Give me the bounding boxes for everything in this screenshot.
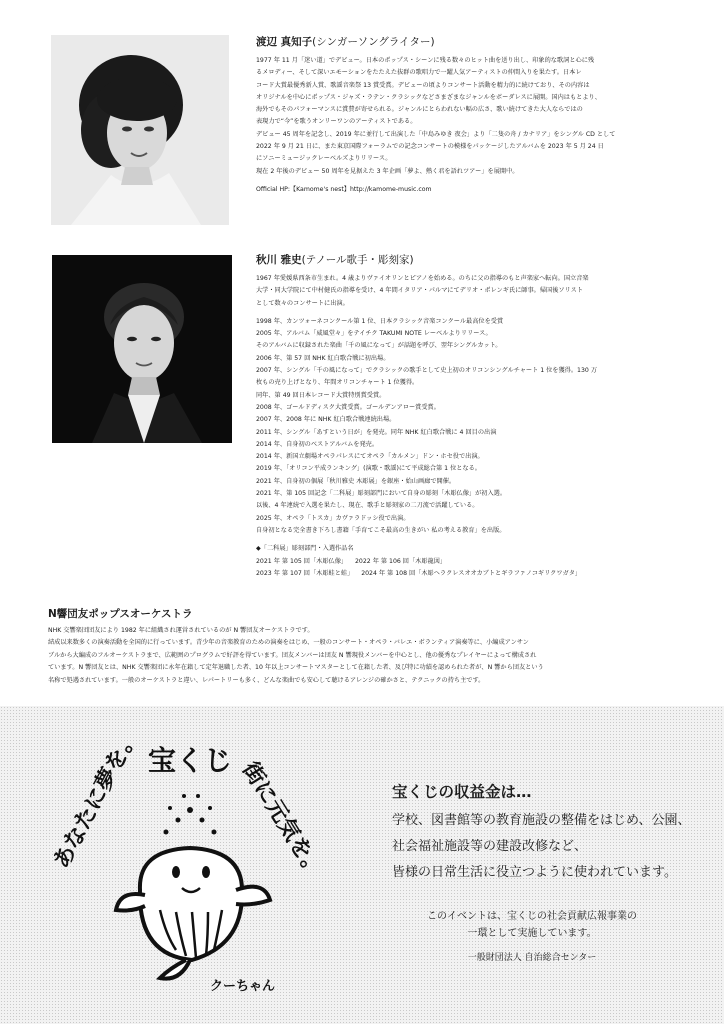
artist2-intro-line: 1967 年愛媛県西条市生まれ。4 歳よりヴァイオリンとピアノを始める。のちに父の指導のもと声楽家へ転向。国立音楽 <box>256 275 589 282</box>
award-entry: 2022 年 第 106 回「木彫龍図」 <box>355 557 447 565</box>
artist2-career-line: 2007 年、シングル「千の風になって」でクラシックの歌手として史上初のオリコンシングルチャート 1 位を獲得。130 万 <box>256 367 598 375</box>
artist2-career-line: 2011 年、シングル「あすという日が」を発売。同年 NHK 紅白歌合戦に 4 回目の出演 <box>256 428 497 436</box>
artist2-awards-heading: ◆「二科展」彫刻部門・入選作品名 <box>256 545 354 553</box>
slogan-left: あなたに夢を。 <box>49 725 144 873</box>
artist2-career-line: 2014 年、自身初のベストアルバムを発売。 <box>256 440 379 448</box>
spout-dots <box>164 794 217 835</box>
slogan-middle: 宝くじ <box>148 744 233 777</box>
artist1-paragraph: デビュー 45 周年を記念し、2019 年に並行して出演した「中島みゆき 夜会」より「二隻の舟 / カナリア」をシングル CD として <box>256 130 616 138</box>
artist1-paragraph: 1977 年 11 月「迷い道」でデビュー。日本のポップス・シーンに残る数々のヒット曲を送り出し、印象的な歌詞と心に残 <box>256 57 595 64</box>
slogan-right: 街に元気を。 <box>236 757 329 884</box>
orchestra-section <box>48 606 708 687</box>
orchestra-paragraph: 結成以来数多くの演奏活動を全国的に行っています。青少年の音楽教育のための演奏をはじめ、一般のコンサート・オペラ・バレエ・ボランティア演奏等に、小編成アンサン <box>48 639 529 647</box>
artist1-paragraph: コード大賞最優秀新人賞、歌謡音楽祭 13 賞受賞。デビューの頃よりコンサート活動を精力的に続けており、その内容は <box>256 81 590 89</box>
orchestra-title: N響団友ポップスオーケストラ <box>48 608 193 620</box>
lottery-note-line: このイベントは、宝くじの社会貢献広報事業の <box>427 911 637 922</box>
lottery-body-line: 皆様の日常生活に役立つように使われています。 <box>392 865 677 880</box>
artist2-role: (テノール歌手・彫刻家) <box>301 254 414 266</box>
artist2-career-line: 1998 年、カンツォーネコンクール第 1 位、日本クラシック音楽コンクール最高位を受賞 <box>256 317 504 325</box>
artist2-award-row <box>256 568 676 580</box>
artist1-heading <box>256 34 676 49</box>
artist1-role: (シンガーソングライター) <box>312 36 435 48</box>
artist2-career-line: 以後、4 年連続で入選を果たし、現在、歌手と彫刻家の二刀流で活躍している。 <box>256 502 479 510</box>
artist2-career-line: 2008 年、ゴールドディスク大賞受賞。ゴールデンアロー賞受賞。 <box>256 403 440 411</box>
artist1-homepage-link[interactable]: Official HP:【Kamome's nest】http://kamome-music.com <box>256 185 432 193</box>
artist2-bio <box>256 252 676 580</box>
artist2-career-line: 2006 年、第 57 回 NHK 紅白歌合戦に初出場。 <box>256 354 390 362</box>
lottery-note <box>402 908 662 942</box>
artist1-photo <box>51 35 229 225</box>
award-entry: 2023 年 第 107 回「木彫蛙と蛙」 <box>256 569 354 577</box>
artist2-career-line: 2021 年、第 105 回記念「二科展」彫刻部門において自身の彫刻「木彫仏像」が初入選。 <box>256 490 507 498</box>
lottery-body <box>392 808 690 886</box>
artist2-career-line: 2005 年、アルバム「威風堂々」をテイチク TAKUMI NOTE レーベルよりリリース。 <box>256 330 492 338</box>
artist1-paragraph: 海外でもそのパフォーマンスに賞賛が寄せられる。ジャンルにとらわれない幅の広さ、歌い続けてきた大人ならではの <box>256 106 583 114</box>
orchestra-paragraph: NHK 交響楽団団友により 1982 年に組織され運営されているのが N 響団友オーケストラです。 <box>48 627 314 634</box>
artist2-intro-line: 大学・同大学院にて中村健氏の指導を受け、4 年間イタリア・パルマにてデリオ・ポレンギ氏に師事。帰国後ソリスト <box>256 287 584 295</box>
artist2-career-line: 2014 年、新国立劇場オペラパレスにてオペラ「カルメン」ドン・ホセ役で出演。 <box>256 453 484 461</box>
artist1-paragraph: 2022 年 9 月 21 日に、また東京国際フォーラムでの記念コンサートの模様をパッケージしたアルバムを 2023 年 5 月 24 日 <box>256 143 604 151</box>
artist2-portrait-illustration <box>52 255 232 443</box>
artist2-career-line: 2007 年、2008 年に NHK 紅白歌合戦連続出場。 <box>256 416 396 424</box>
lottery-organization: 一般財団法人 自治総合センター <box>467 953 597 963</box>
artist2-career-line: 自身初となる完全書き下ろし書籍「手育てこそ最高の生きがい 私の考える教育」を出版。 <box>256 526 506 534</box>
artist2-career-line: 2025 年、オペラ「トスカ」カヴァラドッシ役で出演。 <box>256 514 410 522</box>
artist2-award-row <box>256 556 676 568</box>
orchestra-paragraph: ブルから大編成のフルオーケストラまで、広範囲のプログラムで好評を得ています。団友メンバーは団友 N 響現役メンバーを中心とし、他の優秀なプレイヤーによって構成され <box>48 651 537 659</box>
lottery-note-line: 一環として実施しています。 <box>467 928 597 939</box>
artist2-name: 秋川 雅史 <box>256 254 302 266</box>
orchestra-paragraph: 名称で処遇されています。一般のオーケストラと違い、レパートリーも多く、どんな楽曲でも安心して聴けるアレンジの確かさと、テクニックの持ち主です。 <box>48 676 485 684</box>
lottery-body-line: 学校、図書館等の教育施設の整備をはじめ、公園、 <box>392 813 691 828</box>
artist1-paragraph: るメロディー、そして深いエモーションをたたえた抜群の歌唱力で一躍人気アーティストの仲間入りを果たす。日本レ <box>256 69 582 77</box>
lottery-mascot-logo <box>20 720 360 1010</box>
artist2-career-line: 2019 年、「オリコン平成ランキング」(演歌・歌謡)にて平成総合第 1 位となる。 <box>256 465 481 473</box>
lottery-heading: 宝くじの収益金は… <box>392 783 532 801</box>
artist2-intro-line: として数々のコンサートに出演。 <box>256 299 349 307</box>
artist2-career-line: 同年、第 49 回日本レコード大賞特別賞受賞。 <box>256 391 386 399</box>
artist2-heading <box>256 252 676 267</box>
artist1-name: 渡辺 真知子 <box>256 36 313 48</box>
artist2-career-line: そのアルバムに収録された楽曲「千の風になって」が話題を呼び、翌年シングルカット。 <box>256 342 502 350</box>
artist1-paragraph: にソニーミュージックレーベルズよりリリース。 <box>256 155 392 163</box>
artist1-portrait-illustration <box>51 35 229 225</box>
artist2-career-line: 枚もの売り上げとなり、年間オリコンチャート 1 位獲得。 <box>256 379 419 387</box>
orchestra-paragraph: ています。N 響団友とは、NHK 交響楽団に永年在籍して定年退職した者、10 年以上コンサートマスターとして在籍した者、及び特に功績を認められた者が、N 響から団友という <box>48 664 544 672</box>
artist1-paragraph: 現在 2 年後のデビュー 50 周年を見据えた 3 年企画「夢よ、熱く君を語れツアー」を展開中。 <box>256 167 519 175</box>
artist1-paragraph: 表現力で“今”を歌うオンリーワンのアーティストである。 <box>256 118 417 126</box>
award-entry: 2021 年 第 105 回「木彫仏像」 <box>256 557 348 565</box>
artist2-photo <box>52 255 232 443</box>
artist1-paragraph: オリジナルを中心にポップス・ジャズ・ラテン・クラシックなどさまざまなジャンルをボーダレスに展開。国内はもとより、 <box>256 93 601 101</box>
lottery-body-line: 社会福祉施設等の建設改修など、 <box>392 839 588 854</box>
mascot-name: クーちゃん <box>210 979 276 994</box>
artist1-bio <box>256 34 676 196</box>
award-entry: 2024 年 第 108 回「木彫ヘラクレスオオカブトとギラファノコギリクワガタ」 <box>361 569 582 577</box>
artist2-career-line: 2021 年、自身初の個展「秋川雅史 木彫展」を銀座・始山画廊で開催。 <box>256 477 456 485</box>
